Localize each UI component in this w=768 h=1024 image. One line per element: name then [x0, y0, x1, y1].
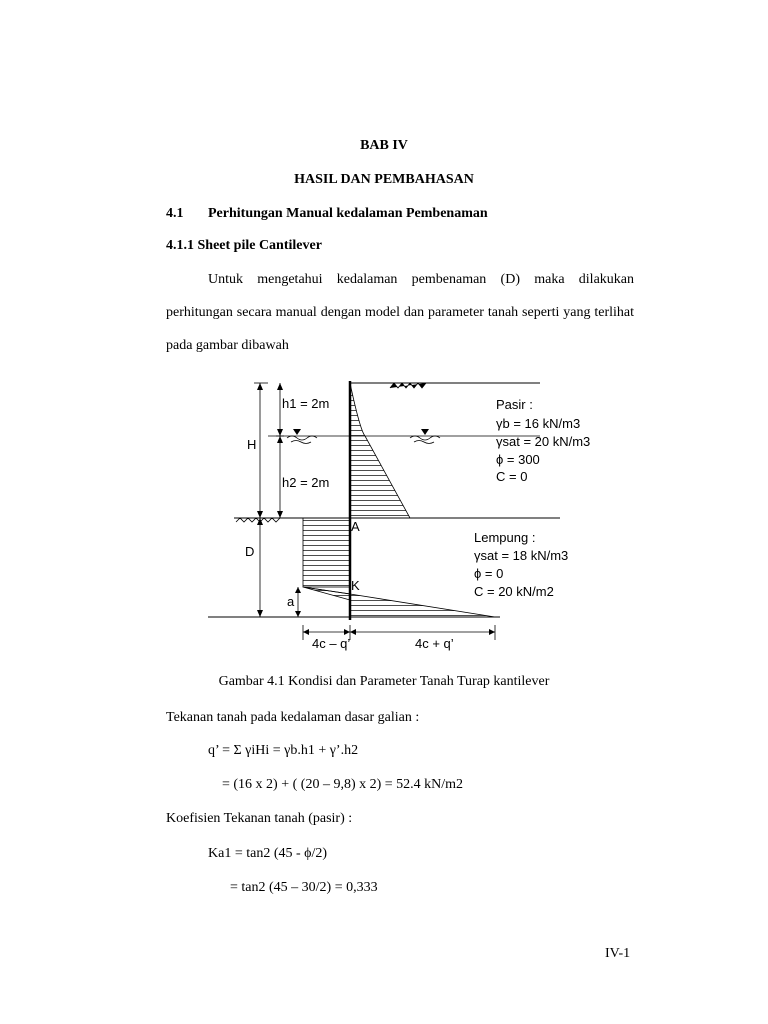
label-H: H	[247, 437, 257, 452]
equation-q-1: q’ = Σ γiHi = γb.h1 + γ’.h2	[208, 743, 359, 758]
pasir-gamma-sat: γsat = 20 kN/m3	[496, 434, 591, 449]
section-number: 4.1	[166, 206, 184, 221]
pasir-gamma-b: γb = 16 kN/m3	[496, 416, 581, 431]
pressure-heading: Tekanan tanah pada kedalaman dasar galian :	[166, 710, 420, 725]
label-h2: h2 = 2m	[282, 475, 330, 490]
equation-q-2: = (16 x 2) + ( (20 – 9,8) x 2) = 52.4 kN/m2	[222, 777, 464, 792]
net-pressure-left	[303, 518, 350, 587]
ground-hatch-top	[390, 383, 426, 388]
lempung-name: Lempung :	[474, 530, 536, 545]
label-A: A	[351, 519, 360, 534]
page-number: IV-1	[605, 946, 631, 961]
lempung-phi: ϕ = 0	[474, 566, 504, 581]
label-K: K	[351, 578, 360, 593]
label-dim-right: 4c + q’	[415, 636, 454, 651]
lempung-c: C = 20 kN/m2	[474, 584, 554, 599]
chapter-title: HASIL DAN PEMBAHASAN	[294, 172, 474, 187]
equation-ka-1: Ka1 = tan2 (45 - ϕ/2)	[208, 846, 328, 861]
ground-hatch-dredge	[236, 518, 280, 522]
figure-caption: Gambar 4.1 Kondisi dan Parameter Tanah Turap kantilever	[218, 674, 550, 689]
label-a: a	[287, 594, 295, 609]
subsection-title: 4.1.1 Sheet pile Cantilever	[166, 238, 322, 253]
pasir-name: Pasir :	[496, 397, 533, 412]
label-dim-left: 4c – q’	[312, 636, 351, 651]
pasir-c: C = 0	[496, 469, 528, 484]
active-pressure-sand	[350, 383, 410, 518]
label-h1: h1 = 2m	[282, 396, 330, 411]
lempung-gamma-sat: γsat = 18 kN/m3	[474, 548, 569, 563]
koef-heading: Koefisien Tekanan tanah (pasir) :	[166, 811, 353, 826]
section-title: Perhitungan Manual kedalaman Pembenaman	[208, 206, 488, 221]
label-D: D	[245, 544, 255, 559]
chapter-label: BAB IV	[360, 138, 408, 153]
pasir-phi: ϕ = 300	[496, 452, 540, 467]
intro-paragraph: Untuk mengetahui kedalaman pembenaman (D) maka dilakukan perhitungan secara manual dengan model dan parameter tanah seperti yang terlihat pada gambar dibawah	[166, 272, 634, 353]
equation-ka-2: = tan2 (45 – 30/2) = 0,333	[230, 880, 378, 895]
